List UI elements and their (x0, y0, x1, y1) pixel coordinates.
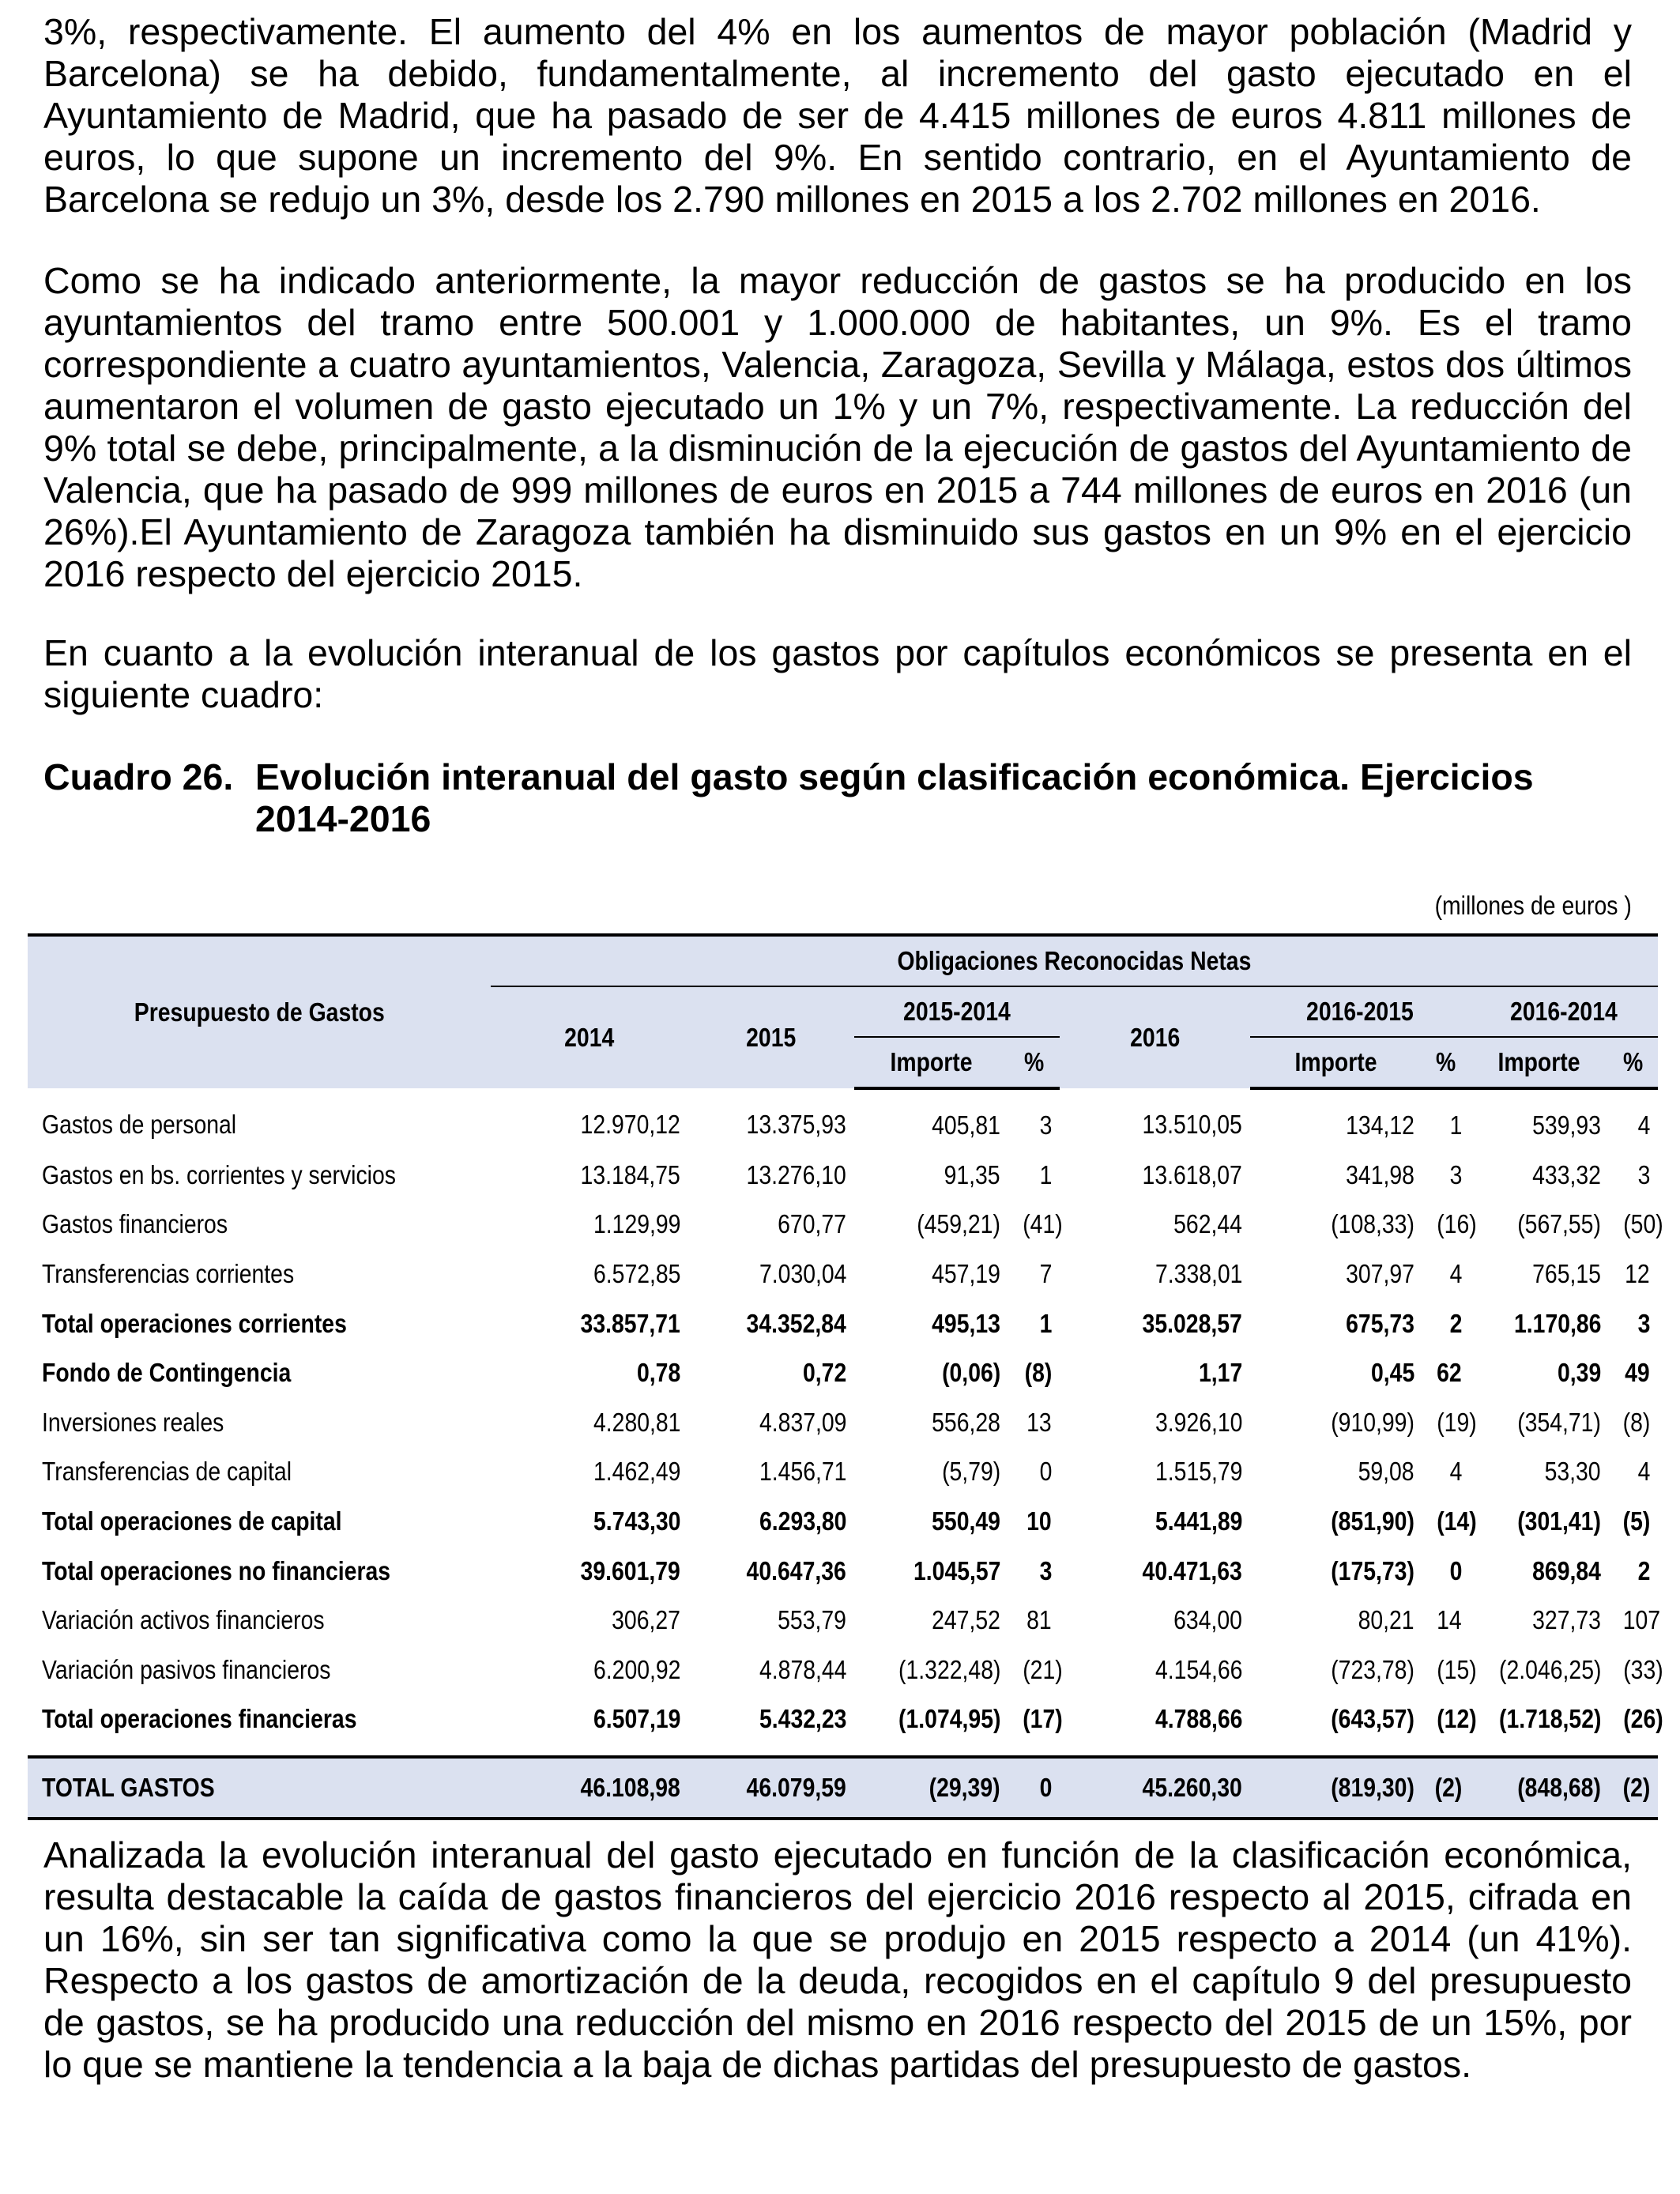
row-label: Total operaciones de capital (42, 1506, 342, 1536)
table-cell: 6.507,19 (593, 1704, 680, 1734)
table-cell: 556,28 (932, 1407, 1000, 1437)
table-cell: 675,73 (1346, 1308, 1414, 1338)
table-cell: 3 (1637, 1159, 1650, 1189)
table-cell: 0 (1039, 1457, 1052, 1487)
table-cell: 5.441,89 (1155, 1506, 1242, 1536)
table-cell: 341,98 (1346, 1159, 1414, 1189)
table-cell: 4.788,66 (1155, 1704, 1242, 1734)
table-cell: (17) (1023, 1704, 1063, 1734)
table-cell: 4.154,66 (1155, 1654, 1242, 1684)
table-cell: (0,06) (941, 1358, 1000, 1388)
table-cell: 1.045,57 (913, 1555, 1000, 1585)
total-cell: (2) (1422, 1757, 1470, 1819)
header-pct: % (1609, 1037, 1658, 1088)
table-cell: 2 (1637, 1555, 1650, 1585)
table-row (28, 1546, 1658, 1596)
table-cell: 80,21 (1358, 1605, 1414, 1635)
table-cell: 39.601,79 (580, 1555, 680, 1585)
caption-label: Cuadro 26. (43, 756, 234, 797)
table-cell: 13 (1026, 1407, 1052, 1437)
table-cell: 0 (1449, 1555, 1462, 1585)
table-cell: (459,21) (917, 1209, 1000, 1239)
table-cell: 1.129,99 (593, 1209, 680, 1239)
table-caption (43, 756, 1632, 840)
table-cell: 35.028,57 (1142, 1308, 1242, 1338)
table-cell: (16) (1437, 1209, 1477, 1239)
row-label: Fondo de Contingencia (42, 1358, 292, 1388)
table-cell: 91,35 (944, 1159, 1000, 1189)
table-cell: (2.046,25) (1498, 1654, 1601, 1684)
table-cell: 13.510,05 (1142, 1110, 1242, 1140)
row-label: Inversiones reales (42, 1407, 224, 1437)
table-cell: 562,44 (1173, 1209, 1242, 1239)
total-cell: (819,30) (1250, 1757, 1422, 1819)
table-cell: 7 (1039, 1259, 1052, 1289)
table-cell: 40.647,36 (746, 1555, 846, 1585)
table-cell: (5,79) (941, 1457, 1000, 1487)
table-cell: 4.280,81 (593, 1407, 680, 1437)
table-cell: 6.200,92 (593, 1654, 680, 1684)
table-cell: (8) (1622, 1407, 1650, 1437)
table-row (28, 1695, 1658, 1757)
table-cell: 4 (1449, 1457, 1462, 1487)
table-cell: (643,57) (1331, 1704, 1414, 1734)
table-cell: 3.926,10 (1155, 1407, 1242, 1437)
table-cell: (8) (1024, 1358, 1052, 1388)
table-cell: 327,73 (1532, 1605, 1601, 1635)
header-importe: Importe (854, 1037, 1008, 1088)
paragraph-3: En cuanto a la evolución interanual de los gastos por capítulos económicos se presenta en el siguiente cuadro: (43, 632, 1632, 715)
table-cell: 457,19 (932, 1259, 1000, 1289)
table-cell: 62 (1437, 1358, 1462, 1388)
header-importe: Importe (1470, 1037, 1609, 1088)
header-pct: % (1008, 1037, 1060, 1088)
table-cell: (723,78) (1331, 1654, 1414, 1684)
table-cell: 1.515,79 (1155, 1457, 1242, 1487)
table-cell: 1.170,86 (1513, 1308, 1601, 1338)
table-cell: 539,93 (1532, 1110, 1601, 1140)
table-cell: 3 (1637, 1308, 1650, 1338)
table-cell: 4.837,09 (759, 1407, 846, 1437)
units-note: (millones de euros ) (1434, 891, 1632, 920)
table-cell: 2 (1449, 1308, 1462, 1338)
table-row (28, 1348, 1658, 1398)
header-pct: % (1422, 1037, 1470, 1088)
row-label: Total operaciones corrientes (42, 1308, 347, 1338)
total-row (28, 1757, 1658, 1819)
header-2016-2015: 2016-2015 (1250, 986, 1470, 1037)
table-cell: 550,49 (932, 1506, 1000, 1536)
table-cell: (1.718,52) (1498, 1704, 1601, 1734)
table-cell: 869,84 (1532, 1555, 1601, 1585)
paragraph-1: 3%, respectivamente. El aumento del 4% en los aumentos de mayor población (Madrid y Barcelona) se ha debido, fundamentalmente, al incremento del gasto ejecutado en el Ayuntamiento de Madrid, que ha pasado de ser de 4.415 millones de euros 4.811 millones de euros, lo que supone un incremento del 9%. En sentido contrario, en el Ayuntamiento de Barcelona se redujo un 3%, desde los 2.790 millones en 2015 a los 2.702 millones en 2016. (43, 11, 1632, 220)
table-cell: 6.572,85 (593, 1259, 680, 1289)
table-row (28, 1497, 1658, 1547)
table-cell: 107 (1622, 1605, 1661, 1635)
paragraph-2: Como se ha indicado anteriormente, la mayor reducción de gastos se ha producido en los ayuntamientos del tramo entre 500.001 y 1.000.000 de habitantes, un 9%. Es el tramo correspondiente a cuatro ayuntamientos, Valencia, Zaragoza, Sevilla y Málaga, estos dos últimos aumentaron el volumen de gasto ejecutado un 1% y un 7%, respectivamente. La reducción del 9% total se debe, principalmente, a la disminución de la ejecución de gastos del Ayuntamiento de Valencia, que ha pasado de 999 millones de euros en 2015 a 744 millones de euros en 2016 (un 26%).El Ayuntamiento de Zaragoza también ha disminuido sus gastos en un 9% en el ejercicio 2016 respecto del ejercicio 2015. (43, 260, 1632, 594)
table-cell: 81 (1026, 1605, 1052, 1635)
total-label: TOTAL GASTOS (28, 1757, 491, 1819)
row-label: Transferencias de capital (42, 1457, 292, 1487)
header-2014: 2014 (491, 986, 688, 1088)
table-cell: 13.375,93 (746, 1110, 846, 1140)
table-cell: 1 (1039, 1308, 1052, 1338)
table-cell: (50) (1623, 1209, 1663, 1239)
table-cell: (21) (1023, 1654, 1063, 1684)
table-cell: 34.352,84 (746, 1308, 846, 1338)
table-cell: 1.456,71 (759, 1457, 846, 1487)
row-label: Total operaciones financieras (42, 1704, 357, 1734)
table-row (28, 1200, 1658, 1250)
table-cell: 49 (1625, 1358, 1650, 1388)
row-label: Gastos de personal (42, 1110, 237, 1140)
table-row (28, 1646, 1658, 1695)
table-cell: (12) (1437, 1704, 1477, 1734)
header-importe: Importe (1250, 1037, 1422, 1088)
table-cell: (5) (1622, 1506, 1650, 1536)
table-cell: 0,39 (1557, 1358, 1601, 1388)
table-cell: 53,30 (1544, 1457, 1601, 1487)
table-cell: 5.743,30 (593, 1506, 680, 1536)
table-cell: 33.857,71 (580, 1308, 680, 1338)
table-cell: (41) (1023, 1209, 1063, 1239)
table-cell: 5.432,23 (759, 1704, 846, 1734)
table-cell: (851,90) (1331, 1506, 1414, 1536)
table-cell: 1.462,49 (593, 1457, 680, 1487)
expense-table (28, 933, 1663, 1820)
row-label: Gastos financieros (42, 1209, 228, 1239)
table-cell: 0,45 (1370, 1358, 1414, 1388)
total-cell: (848,68) (1470, 1757, 1609, 1819)
table-cell: (33) (1623, 1654, 1663, 1684)
table-cell: 10 (1026, 1506, 1052, 1536)
table-cell: (175,73) (1331, 1555, 1414, 1585)
header-2015: 2015 (688, 986, 854, 1088)
table-row (28, 1151, 1658, 1201)
table-row (28, 1250, 1658, 1299)
table-cell: 7.338,01 (1155, 1259, 1242, 1289)
table-cell: (567,55) (1517, 1209, 1601, 1239)
table-cell: 306,27 (612, 1605, 680, 1635)
table-cell: 4 (1637, 1110, 1650, 1140)
table-cell: (910,99) (1331, 1407, 1414, 1437)
table-cell: 1 (1449, 1110, 1462, 1140)
header-row-label: Presupuesto de Gastos (28, 935, 491, 1088)
total-cell: 46.108,98 (491, 1757, 688, 1819)
total-cell: 0 (1008, 1757, 1060, 1819)
caption-title: Evolución interanual del gasto según clasificación económica. Ejercicios 2014-2016 (255, 756, 1534, 839)
total-cell: (29,39) (854, 1757, 1008, 1819)
table-cell: (1.074,95) (898, 1704, 1000, 1734)
header-2016: 2016 (1060, 986, 1250, 1088)
table-row (28, 1398, 1658, 1448)
total-cell: (2) (1609, 1757, 1658, 1819)
row-label: Variación activos financieros (42, 1605, 325, 1635)
paragraph-4: Analizada la evolución interanual del gasto ejecutado en función de la clasificación económica, resulta destacable la caída de gastos financieros del ejercicio 2016 respecto al 2015, cifrada en un 16%, sin ser tan significativa como la que se produjo en 2015 respecto a 2014 (un 41%). Respecto a los gastos de amortización de la deuda, recogidos en el capítulo 9 del presupuesto de gastos, se ha producido una reducción del mismo en 2016 respecto del 2015 de un 15%, por lo que se mantiene la tendencia a la baja de dichas partidas del presupuesto de gastos. (43, 1834, 1632, 2085)
table-cell: 134,12 (1346, 1110, 1414, 1140)
table-cell: 59,08 (1358, 1457, 1414, 1487)
table-cell: 40.471,63 (1142, 1555, 1242, 1585)
table-cell: 1,17 (1198, 1358, 1242, 1388)
table-cell: 3 (1039, 1555, 1052, 1585)
table-row (28, 1299, 1658, 1348)
table-cell: 13.276,10 (746, 1159, 846, 1189)
table-cell: 6.293,80 (759, 1506, 846, 1536)
table-row (28, 1088, 1658, 1151)
row-label: Total operaciones no financieras (42, 1555, 391, 1585)
table-cell: 4 (1449, 1259, 1462, 1289)
table-cell: 3 (1039, 1110, 1052, 1140)
table-cell: 307,97 (1346, 1259, 1414, 1289)
table-cell: 553,79 (778, 1605, 846, 1635)
table-cell: 7.030,04 (759, 1259, 846, 1289)
table-cell: 0,72 (802, 1358, 846, 1388)
table-cell: 433,32 (1532, 1159, 1601, 1189)
total-cell: 45.260,30 (1060, 1757, 1250, 1819)
table-cell: (19) (1437, 1407, 1477, 1437)
row-label: Variación pasivos financieros (42, 1654, 331, 1684)
table-cell: (108,33) (1331, 1209, 1414, 1239)
table-cell: 4.878,44 (759, 1654, 846, 1684)
table-cell: 765,15 (1532, 1259, 1601, 1289)
table-cell: (15) (1437, 1654, 1477, 1684)
table-cell: 0,78 (636, 1358, 680, 1388)
table-cell: (14) (1437, 1506, 1477, 1536)
table-cell: 634,00 (1173, 1605, 1242, 1635)
table-cell: 13.184,75 (580, 1159, 680, 1189)
table-cell: (301,41) (1517, 1506, 1601, 1536)
table-cell: 13.618,07 (1142, 1159, 1242, 1189)
table-cell: (26) (1623, 1704, 1663, 1734)
header-group: Obligaciones Reconocidas Netas (491, 935, 1658, 986)
table-cell: 12 (1625, 1259, 1650, 1289)
table-cell: 1 (1039, 1159, 1052, 1189)
table-cell: 247,52 (932, 1605, 1000, 1635)
table-cell: 495,13 (932, 1308, 1000, 1338)
table-cell: 4 (1637, 1457, 1650, 1487)
total-cell: 46.079,59 (688, 1757, 854, 1819)
table-row (28, 1596, 1658, 1646)
table-row (28, 1447, 1658, 1497)
row-label: Gastos en bs. corrientes y servicios (42, 1159, 396, 1189)
table-cell: 670,77 (778, 1209, 846, 1239)
table-cell: 405,81 (932, 1110, 1000, 1140)
header-2015-2014: 2015-2014 (854, 986, 1060, 1037)
header-2016-2014: 2016-2014 (1470, 986, 1658, 1037)
table-cell: 12.970,12 (580, 1110, 680, 1140)
table-cell: 14 (1437, 1605, 1462, 1635)
table-cell: 3 (1449, 1159, 1462, 1189)
row-label: Transferencias corrientes (42, 1259, 295, 1289)
table-cell: (354,71) (1517, 1407, 1601, 1437)
table-cell: (1.322,48) (898, 1654, 1000, 1684)
